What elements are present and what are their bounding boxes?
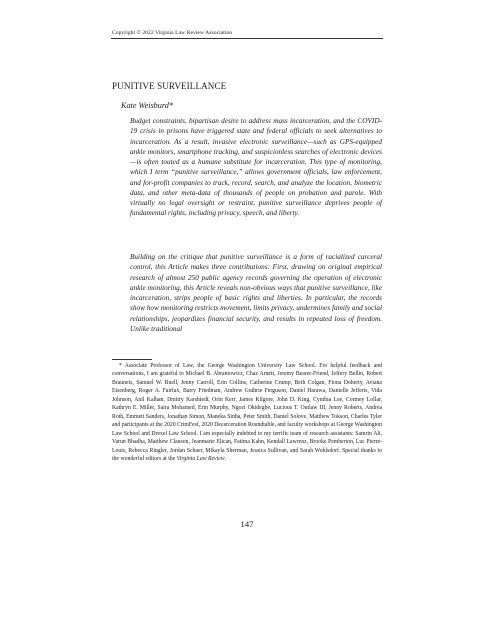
footnote-rule xyxy=(112,359,152,360)
page-number: 147 xyxy=(240,519,254,529)
author-name: Kate Weisburd* xyxy=(121,101,173,110)
abstract-paragraph-1: Budget constraints, bipartisan desire to address mass incarceration, and the COVID-19 crisis in prisons have triggered state and federal officials to seek alternatives to incarceration. As a result, invasive electronic surveillance—such as GPS-equipped ankle monitors, smartphone tracking, and suspicionless searches of electronic devices—is often touted as a humane substitute for incarceration. This type of monitoring, which I term “punitive surveillance,” allows government officials, law enforcement, and for-profit companies to track, record, search, and analyze the location, biometric data, and other meta-data of thousands of people on probation and parole. With virtually no legal oversight or restraint, punitive surveillance deprives people of fundamental rights, including privacy, speech, and liberty. xyxy=(130,117,382,218)
header-rule xyxy=(111,38,383,39)
author-footnote xyxy=(112,362,382,463)
abstract-paragraph-2: Building on the critique that punitive surveillance is a form of racialized carceral control, this Article makes three contributions: First, drawing on original empirical research of almost 250 public agency records governing the operation of electronic ankle monitoring, this Article reveals non-obvious ways that punitive surveillance, like incarceration, strips people of basic rights and liberties. In particular, the records show how monitoring restricts movement, limits privacy, undermines family and social relationships, jeopardizes financial security, and results in repeated loss of freedom. Unlike traditional xyxy=(130,253,382,333)
footnote-text: * Associate Professor of Law, the George Washington University Law School. For helpful feedback and conversations, I am grateful to Michael B. Abramowicz, Chaz Arnett, Jeremy Bearer-Friend, Jeffery Bellin, Robert Brauneis, Samuel W. Buell, Jenny Carroll, Erin Collins, Catherine Crump, Beth Colgan, Fiona Doherty, Aviana Eisenberg, Roger A. Fairfax, Barry Friedman, Andrew Guthrie Ferguson, Daniel Harawa, Danielle Jefferis, Vida Johnson, Anil Kalhan, Dmitry Karshtedt, Orin Kerr, James Kilgore, John D. King, Cynthia Lee, Cortney Lollar, Kathryn E. Miller, Saira Mohamed, Erin Murphy, Ngozi Okidegbe, Lucious T. Outlaw III, Jenny Roberts, Andrea Roth, Emmett Sanders, Jonathan Simon, Maneka Sinha, Peter Smith, Daniel Solove, Matthew Tokson, Charles Tyler and participants at the 2020 CrimFest, 2020 Decarceration Roundtable, and faculty workshops at George Washington Law School and Drexel Law School. I am especially indebted to my terrific team of research assistants: Samrin Ali, Varun Bhadha, Matthew Clauson, Jeanmarie Elican, Fatima Kahn, Kendall Lawrenz, Brooke Pemberton, Luc Pierre-Louis, Rebecca Ringler, Jordan Schaer, Mikayla Sherman, Jessica Sullivan, and Sarah Wohlsdorf. Special thanks to the wonderful editors at the xyxy=(112,363,382,462)
footnote-journal-name: Virginia Law Review xyxy=(176,455,225,462)
article-title: PUNITIVE SURVEILLANCE xyxy=(112,81,227,91)
running-head: Copyright © 2022 Virginia Law Review Association xyxy=(112,30,233,36)
footnote-end: . xyxy=(224,455,227,462)
